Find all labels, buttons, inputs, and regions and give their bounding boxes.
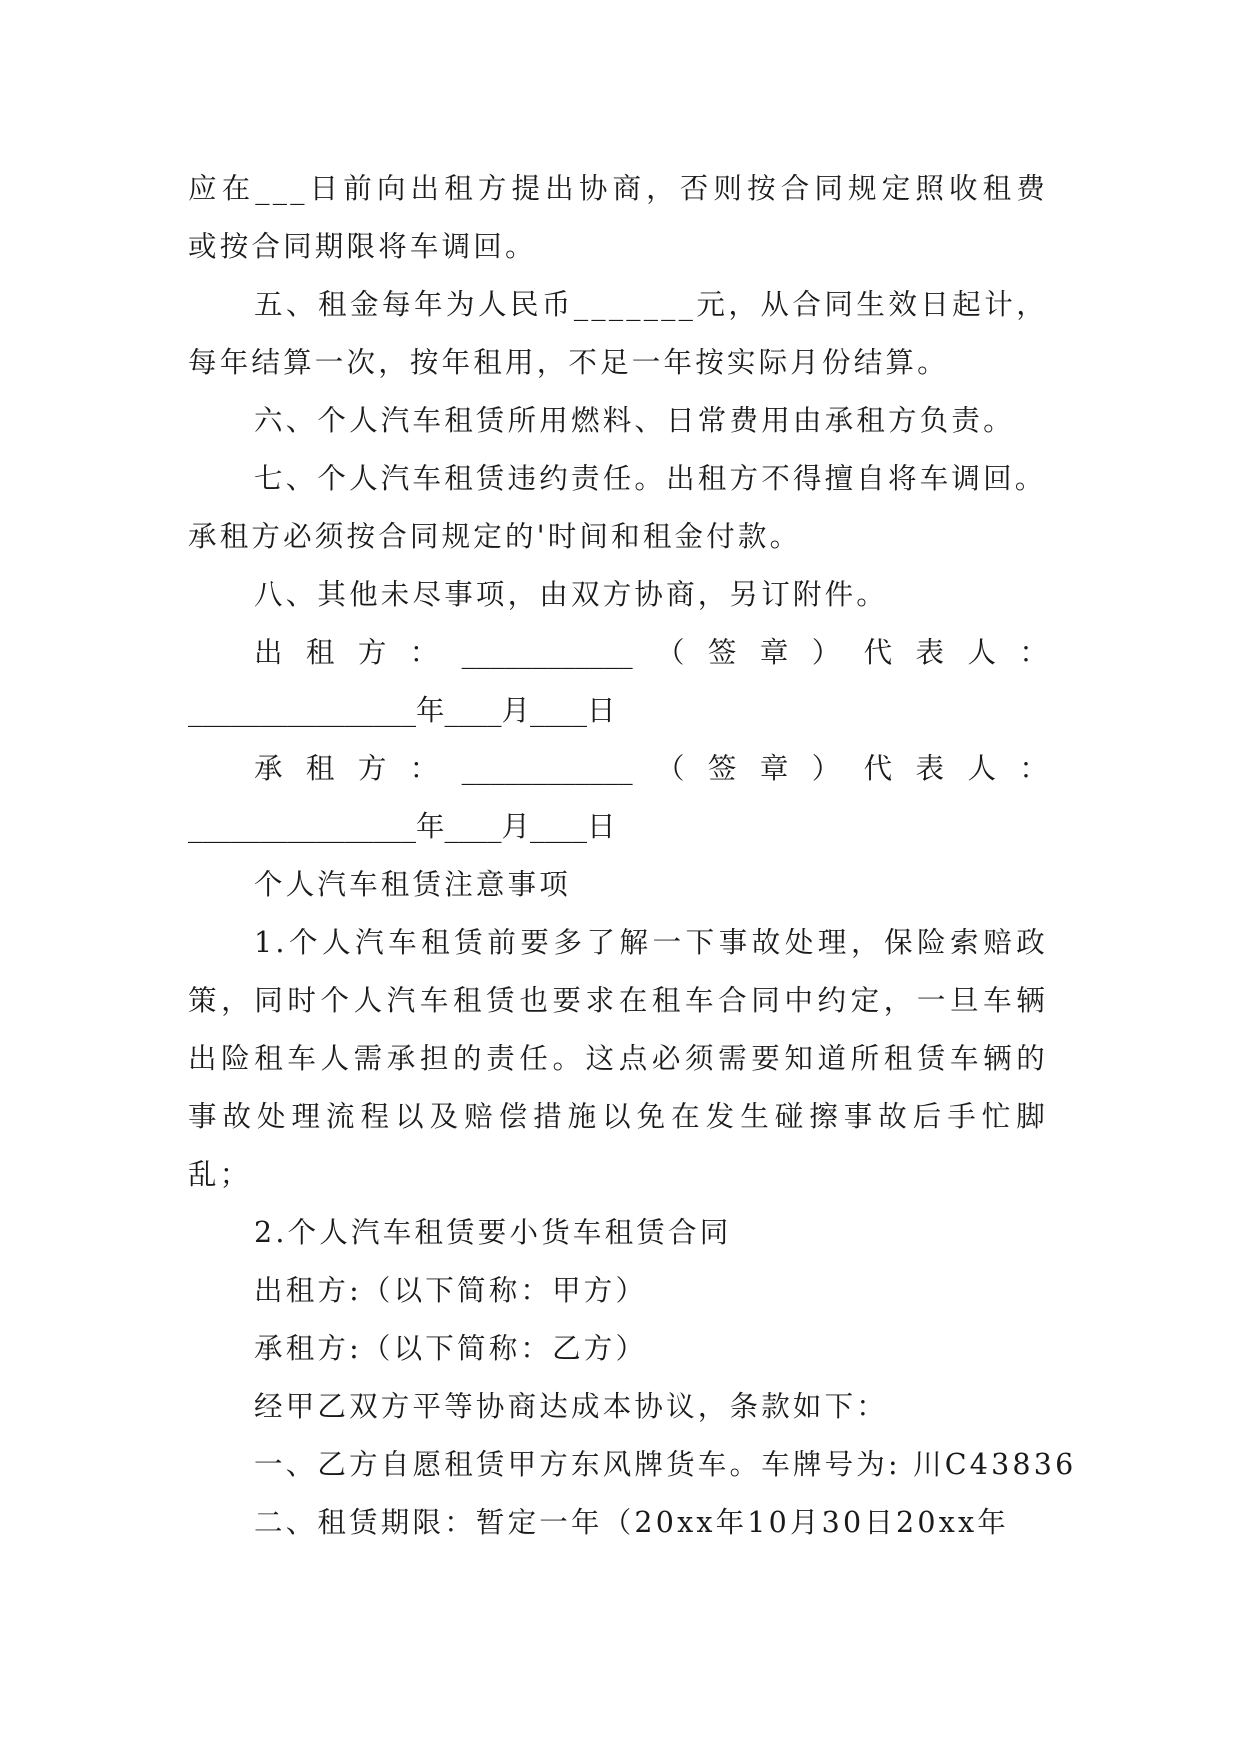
lessee-signature-line [188, 740, 1048, 798]
sig-char: 表 [915, 752, 945, 785]
sig-char: ： [1019, 636, 1048, 669]
lessee-party-line: 承租方:（以下简称：乙方） [254, 1332, 648, 1365]
sig-char: 人 [967, 636, 996, 669]
sig-char: （ [656, 752, 685, 785]
sig-char: 签 [707, 636, 737, 669]
clause-7-line: 七、个人汽车租赁违约责任。出租方不得擅自将车调回。 [254, 462, 1047, 495]
sig-char: 出 [254, 636, 283, 669]
note-1-line: 策，同时个人汽车租赁也要求在租车合同中约定，一旦车辆 [188, 984, 1048, 1017]
document-body [188, 160, 1077, 1552]
paragraph-line: 承租方必须按合同规定的'时间和租金付款。 [188, 520, 802, 553]
signature-blank: ____________ [461, 752, 633, 785]
sig-char: 方 [357, 636, 387, 669]
paragraph-line: 或按合同期限将车调回。 [188, 230, 537, 263]
clause-6-line: 六、个人汽车租赁所用燃料、日常费用由承租方负责。 [254, 404, 1015, 437]
sig-char: 代 [863, 636, 893, 669]
sig-char: （ [656, 636, 685, 669]
sig-char: 方 [357, 752, 387, 785]
clause-5-line: 五、租金每年为人民币_______元，从合同生效日起计， [254, 288, 1048, 321]
note-1-line: 事故处理流程以及赔偿措施以免在发生碰擦事故后手忙脚 [188, 1100, 1048, 1133]
sig-char: ： [409, 636, 439, 669]
lessee-date-line: ________________年____月____日 [188, 810, 616, 843]
sig-char: 代 [863, 752, 893, 785]
note-2-line: 2.个人汽车租赁要小货车租赁合同 [254, 1216, 732, 1249]
sig-char: 签 [707, 752, 737, 785]
agreement-intro-line: 经甲乙双方平等协商达成本协议，条款如下： [254, 1390, 889, 1423]
note-1-line: 乱； [188, 1158, 252, 1191]
clause-8-line: 八、其他未尽事项，由双方协商，另订附件。 [254, 578, 889, 611]
sig-char: ） [811, 636, 841, 669]
sig-char: ： [409, 752, 439, 785]
paragraph-line: 每年结算一次，按年租用，不足一年按实际月份结算。 [188, 346, 949, 379]
lessor-date-line: ________________年____月____日 [188, 694, 616, 727]
signature-blank: ____________ [461, 636, 633, 669]
sig-char: 租 [305, 752, 335, 785]
note-1-line: 出险租车人需承担的责任。这点必须需要知道所租赁车辆的 [188, 1042, 1048, 1075]
sig-char: ： [1019, 752, 1048, 785]
sig-char: 承 [254, 752, 283, 785]
sig-char: 章 [759, 752, 789, 785]
sig-char: ） [811, 752, 841, 785]
sig-char: 租 [305, 636, 335, 669]
lessor-party-line: 出租方:（以下简称：甲方） [254, 1274, 648, 1307]
clause-2-line: 二、租赁期限：暂定一年（20xx年10月30日20xx年 [254, 1506, 1009, 1539]
lessor-signature-line [188, 624, 1048, 682]
sig-char: 表 [915, 636, 945, 669]
sig-char: 章 [759, 636, 789, 669]
note-1-line: 1.个人汽车租赁前要多了解一下事故处理，保险索赔政 [254, 926, 1048, 959]
notes-title: 个人汽车租赁注意事项 [254, 868, 572, 901]
paragraph-line: 应在___日前向出租方提出协商，否则按合同规定照收租费 [188, 172, 1048, 205]
clause-1-line: 一、乙方自愿租赁甲方东风牌货车。车牌号为: 川C43836 [254, 1448, 1077, 1481]
sig-char: 人 [967, 752, 996, 785]
